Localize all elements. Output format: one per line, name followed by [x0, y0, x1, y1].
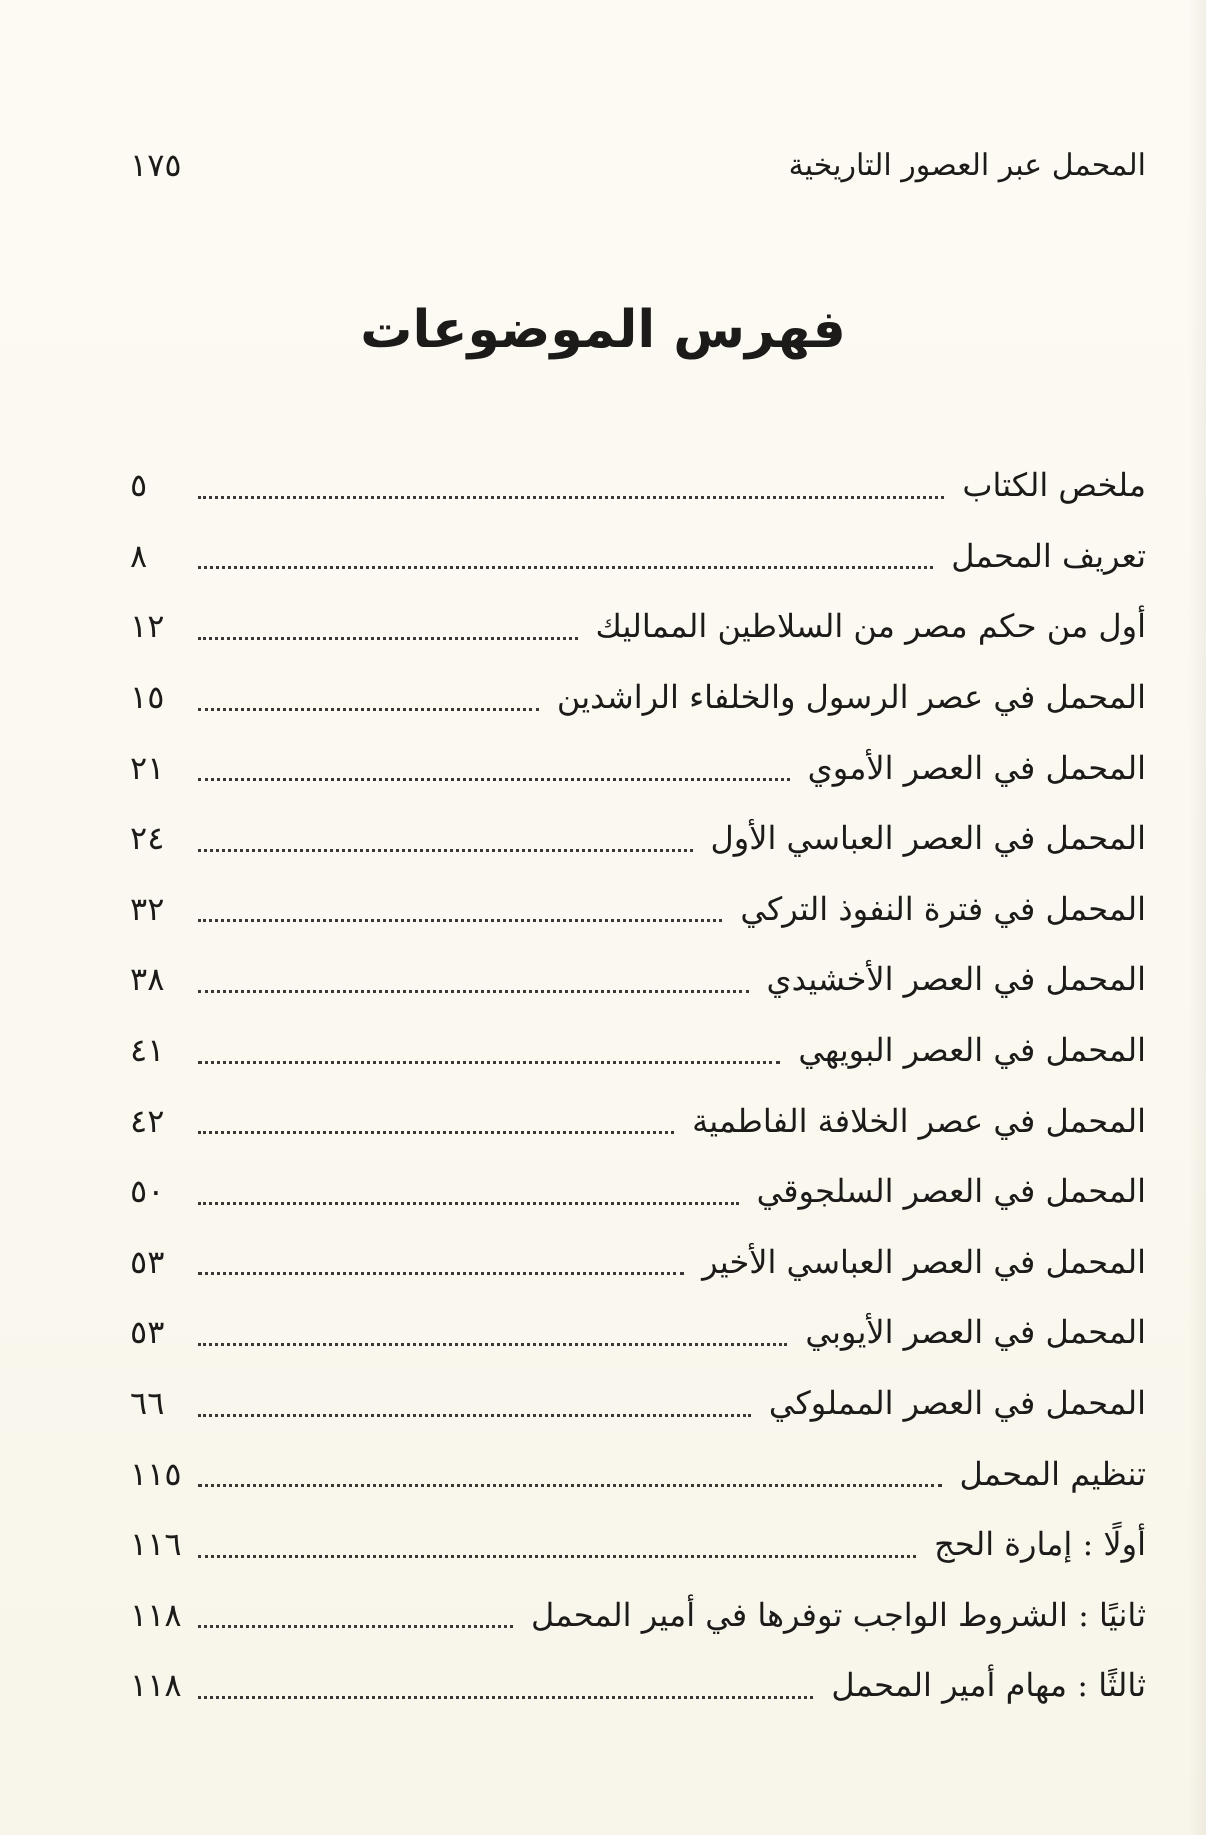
toc-entry: [130, 1509, 1146, 1580]
dot-leader: [198, 1484, 942, 1487]
entry-page-number: ١١٨: [130, 1595, 182, 1634]
entry-title: المحمل في فترة النفوذ التركي: [740, 889, 1146, 928]
toc-entry: [130, 874, 1146, 945]
entry-title: ثانيًا : الشروط الواجب توفرها في أمير المحمل: [531, 1595, 1146, 1634]
dot-leader: [198, 1696, 813, 1699]
entry-title: المحمل في العصر العباسي الأخير: [702, 1242, 1146, 1281]
entry-title: المحمل في عصر الخلافة الفاطمية: [692, 1101, 1146, 1140]
dot-leader: [198, 1343, 787, 1346]
entry-page-number: ١١٥: [130, 1454, 182, 1493]
dot-leader: [198, 1555, 916, 1558]
dot-leader: [198, 1625, 513, 1628]
entry-page-number: ١٢: [130, 607, 165, 646]
page-number: ١٧٥: [130, 146, 182, 184]
running-title: المحمل عبر العصور التاريخية: [788, 147, 1146, 183]
toc-entry: [130, 1085, 1146, 1156]
toc-entry: [130, 450, 1146, 521]
entry-page-number: ١١٨: [130, 1666, 182, 1705]
entry-title: المحمل في العصر العباسي الأول: [710, 819, 1146, 858]
entry-page-number: ٣٨: [130, 960, 165, 999]
entry-page-number: ٨: [130, 536, 148, 575]
dot-leader: [198, 1414, 751, 1417]
entry-title: المحمل في العصر المملوكي: [768, 1384, 1146, 1423]
table-of-contents: [130, 450, 1146, 1721]
dot-leader: [198, 566, 933, 569]
entry-title: المحمل في العصر الأموي: [807, 748, 1146, 787]
entry-title: تنظيم المحمل: [959, 1454, 1146, 1493]
toc-entry: [130, 1015, 1146, 1086]
entry-title: المحمل في العصر الأخشيدي: [766, 960, 1146, 999]
entry-title: تعريف المحمل: [951, 536, 1146, 575]
entry-title: المحمل في عصر الرسول والخلفاء الراشدين: [556, 678, 1146, 717]
entry-page-number: ١١٦: [130, 1525, 182, 1564]
entry-page-number: ٥: [130, 466, 148, 505]
running-header: [130, 140, 1146, 190]
dot-leader: [198, 919, 722, 922]
dot-leader: [198, 708, 539, 711]
toc-entry: [130, 1297, 1146, 1368]
dot-leader: [198, 496, 944, 499]
toc-heading: فهرس الموضوعات: [360, 300, 846, 360]
dot-leader: [198, 1061, 780, 1064]
toc-entry: [130, 1227, 1146, 1298]
entry-title: ملخص الكتاب: [962, 466, 1146, 505]
toc-entry: [130, 1580, 1146, 1651]
entry-page-number: ٣٢: [130, 889, 165, 928]
entry-page-number: ٦٦: [130, 1384, 165, 1423]
toc-entry: [130, 1368, 1146, 1439]
entry-page-number: ٢١: [130, 748, 165, 787]
toc-entry: [130, 732, 1146, 803]
entry-title: أول من حكم مصر من السلاطين المماليك: [595, 607, 1146, 646]
dot-leader: [198, 778, 790, 781]
toc-entry: [130, 1650, 1146, 1721]
dot-leader: [198, 637, 578, 640]
toc-entry: [130, 944, 1146, 1015]
entry-title: المحمل في العصر الأيوبي: [805, 1313, 1146, 1352]
dot-leader: [198, 990, 749, 993]
dot-leader: [198, 1272, 684, 1275]
entry-page-number: ٤٢: [130, 1101, 165, 1140]
entry-page-number: ٥٠: [130, 1172, 165, 1211]
entry-page-number: ٥٣: [130, 1313, 165, 1352]
entry-page-number: ١٥: [130, 678, 165, 717]
dot-leader: [198, 1131, 674, 1134]
entry-page-number: ٤١: [130, 1031, 165, 1070]
entry-page-number: ٢٤: [130, 819, 165, 858]
entry-title: ثالثًا : مهام أمير المحمل: [831, 1666, 1146, 1705]
toc-entry: [130, 803, 1146, 874]
toc-entry: [130, 1438, 1146, 1509]
toc-entry: [130, 1156, 1146, 1227]
toc-entry: [130, 521, 1146, 592]
dot-leader: [198, 849, 693, 852]
entry-title: أولًا : إمارة الحج: [934, 1525, 1146, 1564]
page-edge-shadow: [1188, 0, 1206, 1835]
entry-title: المحمل في العصر السلجوقي: [756, 1172, 1146, 1211]
toc-entry: [130, 662, 1146, 733]
toc-entry: [130, 591, 1146, 662]
entry-title: المحمل في العصر البويهي: [798, 1031, 1146, 1070]
entry-page-number: ٥٣: [130, 1242, 165, 1281]
dot-leader: [198, 1202, 739, 1205]
